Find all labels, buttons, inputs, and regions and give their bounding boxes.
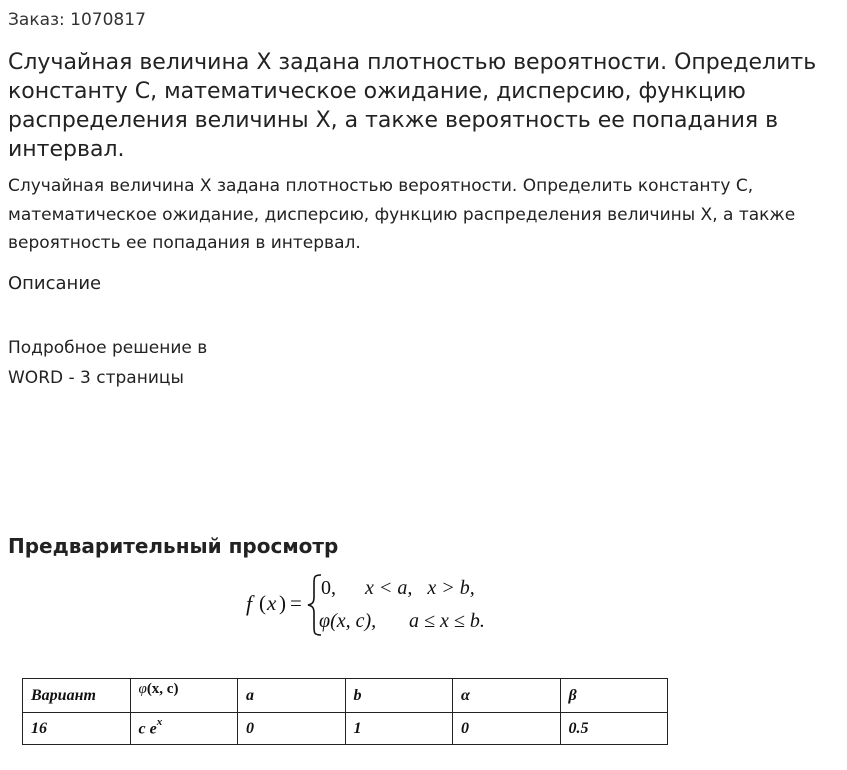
table-cell: a <box>238 679 346 713</box>
order-number: Заказ: 1070817 <box>8 10 146 30</box>
page-title: Случайная величина X задана плотностью вероятности. Определить константу C, математическое ожидание, дисперсию, функцию распределения величины X, а также вероятность ее попадания в интервал. <box>8 50 817 162</box>
phi-symbol: φ <box>138 681 147 697</box>
formula-case1-value: 0, <box>321 577 336 599</box>
task-description: Случайная величина X задана плотностью вероятности. Определить константу C, математическое ожидание, дисперсию, функцию распределения величины X, а также вероятность ее попадания в интервал. <box>8 176 796 253</box>
table-cell: Вариант <box>23 679 131 713</box>
phi-base: c e <box>138 720 157 738</box>
formula-equals: = <box>290 591 302 615</box>
table-cell: 1 <box>345 713 453 745</box>
formula-paren-open: ( <box>259 591 266 615</box>
formula-case2-value: φ(x, c), <box>319 610 377 632</box>
density-formula <box>243 572 503 638</box>
density-formula-svg <box>243 572 503 638</box>
table-row <box>23 713 668 745</box>
table-cell: α <box>453 679 561 713</box>
phi-args: (x, c) <box>146 681 179 697</box>
description-heading: Описание <box>8 273 102 294</box>
table-cell: 0.5 <box>560 713 668 745</box>
table-cell: b <box>345 679 453 713</box>
formula-case2-condition: a ≤ x ≤ b. <box>409 610 485 632</box>
variant-table <box>22 678 668 745</box>
formula-case1-condition: x < a, x > b, <box>365 577 475 599</box>
table-cell <box>130 679 238 713</box>
table-cell: 16 <box>23 713 131 745</box>
preview-heading: Предварительный просмотр <box>8 534 339 558</box>
formula-x: x <box>267 591 277 615</box>
formula-paren-close: ) <box>279 591 286 615</box>
table-cell <box>130 713 238 745</box>
table-header-row <box>23 679 668 713</box>
table-cell: 0 <box>453 713 561 745</box>
table-cell: β <box>560 679 668 713</box>
phi-exponent: x <box>156 716 163 729</box>
solution-info <box>8 334 268 393</box>
solution-info-line: WORD - 3 страницы <box>8 367 184 388</box>
table-cell: 0 <box>238 713 346 745</box>
solution-info-line: Подробное решение в <box>8 338 208 358</box>
formula-f: f <box>246 591 253 616</box>
